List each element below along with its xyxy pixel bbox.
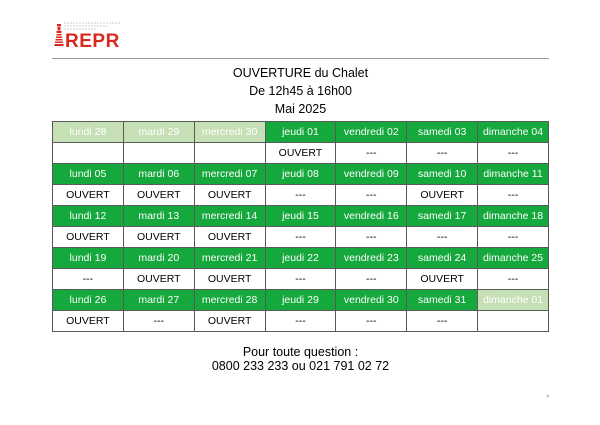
calendar-day-header-other-month: dimanche 01: [478, 290, 549, 311]
calendar-status-cell: [194, 143, 265, 164]
calendar-status-cell: [123, 143, 194, 164]
calendar-status-cell: ---: [478, 143, 549, 164]
calendar-day-row: [53, 164, 549, 185]
month-label: Mai 2025: [274, 102, 327, 116]
calendar-day-header: mardi 13: [123, 206, 194, 227]
calendar-day-header: vendredi 09: [336, 164, 407, 185]
calendar-status-cell: OUVERT: [194, 227, 265, 248]
calendar-day-header: lundi 26: [53, 290, 124, 311]
calendar-status-cell: ---: [407, 227, 478, 248]
header-divider: [52, 58, 549, 59]
opening-calendar: [52, 121, 549, 332]
calendar-status-cell: ---: [265, 227, 336, 248]
calendar-status-cell: OUVERT: [123, 269, 194, 290]
calendar-status-cell: ---: [478, 227, 549, 248]
calendar-status-cell: [53, 143, 124, 164]
calendar-status-cell: OUVERT: [53, 227, 124, 248]
calendar-status-cell: OUVERT: [194, 311, 265, 332]
contact-prompt: Pour toute question :: [242, 345, 359, 359]
calendar-day-header: samedi 10: [407, 164, 478, 185]
calendar-day-header: dimanche 04: [478, 122, 549, 143]
calendar-status-cell: ---: [265, 311, 336, 332]
calendar-day-header: mardi 20: [123, 248, 194, 269]
calendar-status-cell: ---: [336, 311, 407, 332]
calendar-status-cell: OUVERT: [265, 143, 336, 164]
calendar-status-row: [53, 143, 549, 164]
calendar-day-header: vendredi 02: [336, 122, 407, 143]
opening-hours: De 12h45 à 16h00: [249, 84, 352, 98]
page-title: OUVERTURE du Chalet: [232, 66, 369, 80]
calendar-day-header: lundi 05: [53, 164, 124, 185]
logo-wordmark: REPR: [65, 31, 120, 52]
calendar-day-header: lundi 12: [53, 206, 124, 227]
calendar-day-header: jeudi 22: [265, 248, 336, 269]
calendar-day-header-other-month: lundi 28: [53, 122, 124, 143]
calendar-status-row: [53, 311, 549, 332]
calendar-status-cell: ---: [336, 227, 407, 248]
calendar-status-cell: ---: [336, 185, 407, 206]
calendar-status-row: [53, 185, 549, 206]
calendar-status-cell: OUVERT: [123, 185, 194, 206]
calendar-day-header: mardi 27: [123, 290, 194, 311]
calendar-status-cell: OUVERT: [194, 185, 265, 206]
contact-phone-numbers: 0800 233 233 ou 021 791 02 72: [211, 359, 390, 373]
calendar-day-header: jeudi 15: [265, 206, 336, 227]
calendar-day-header: mercredi 07: [194, 164, 265, 185]
calendar-status-cell: ---: [478, 269, 549, 290]
calendar-status-cell: ---: [265, 269, 336, 290]
calendar-day-header-other-month: mercredi 30: [194, 122, 265, 143]
calendar-day-row: [53, 248, 549, 269]
calendar-day-header: mercredi 14: [194, 206, 265, 227]
calendar-day-header: dimanche 18: [478, 206, 549, 227]
calendar-day-header: samedi 03: [407, 122, 478, 143]
calendar-day-header: jeudi 29: [265, 290, 336, 311]
calendar-day-header: dimanche 25: [478, 248, 549, 269]
calendar-status-cell: OUVERT: [123, 227, 194, 248]
repr-logo: [54, 15, 134, 53]
page-corner-mark: >: [546, 394, 550, 400]
calendar-day-header: jeudi 01: [265, 122, 336, 143]
calendar-day-header: vendredi 16: [336, 206, 407, 227]
calendar-status-cell: ---: [265, 185, 336, 206]
calendar-status-cell: ---: [53, 269, 124, 290]
calendar-day-header: samedi 24: [407, 248, 478, 269]
calendar-status-cell: [478, 311, 549, 332]
calendar-day-header: mardi 06: [123, 164, 194, 185]
calendar-day-header: samedi 31: [407, 290, 478, 311]
calendar-day-header: dimanche 11: [478, 164, 549, 185]
calendar-day-header: mercredi 28: [194, 290, 265, 311]
calendar-day-header: jeudi 08: [265, 164, 336, 185]
calendar-status-cell: ---: [478, 185, 549, 206]
calendar-day-row: [53, 206, 549, 227]
calendar-status-cell: ---: [123, 311, 194, 332]
calendar-status-row: [53, 269, 549, 290]
calendar-day-header: samedi 17: [407, 206, 478, 227]
calendar-day-header: mercredi 21: [194, 248, 265, 269]
calendar-status-cell: ---: [336, 269, 407, 290]
calendar-status-cell: OUVERT: [53, 311, 124, 332]
calendar-status-cell: OUVERT: [407, 185, 478, 206]
calendar-status-cell: ---: [407, 311, 478, 332]
calendar-day-header: lundi 19: [53, 248, 124, 269]
calendar-status-row: [53, 227, 549, 248]
calendar-day-header-other-month: mardi 29: [123, 122, 194, 143]
calendar-status-cell: ---: [407, 143, 478, 164]
calendar-day-header: vendredi 23: [336, 248, 407, 269]
calendar-status-cell: OUVERT: [194, 269, 265, 290]
calendar-status-cell: OUVERT: [407, 269, 478, 290]
calendar-status-cell: OUVERT: [53, 185, 124, 206]
calendar-day-header: vendredi 30: [336, 290, 407, 311]
calendar-day-row: [53, 122, 549, 143]
calendar-day-row: [53, 290, 549, 311]
calendar-status-cell: ---: [336, 143, 407, 164]
